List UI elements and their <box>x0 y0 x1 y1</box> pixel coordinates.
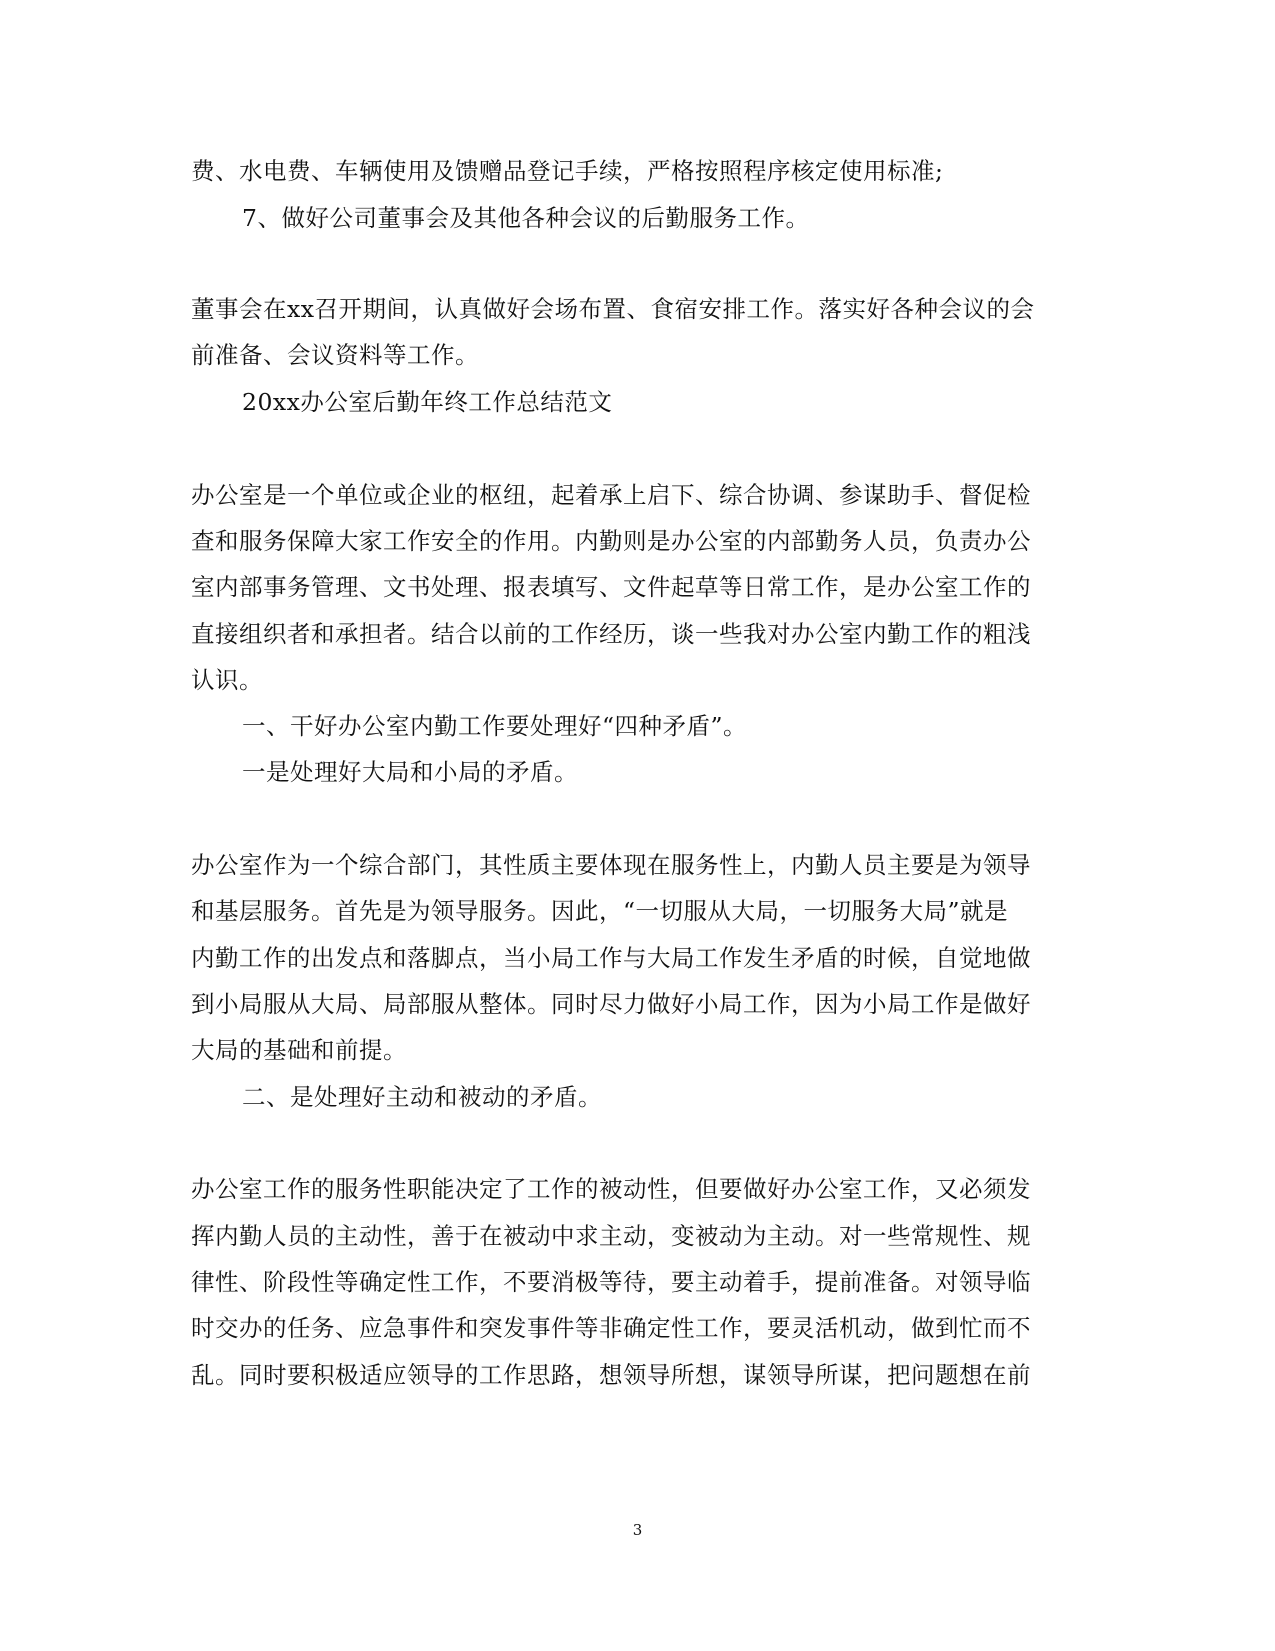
text-line: 查和服务保障大家工作安全的作用。内勤则是办公室的内部勤务人员，负责办公 <box>191 527 1031 555</box>
text-line: 乱。同时要积极适应领导的工作思路，想领导所想，谋领导所谋，把问题想在前 <box>191 1361 1031 1389</box>
section-title: 20xx办公室后勤年终工作总结范文 <box>242 388 613 416</box>
text-line: 董事会在xx召开期间，认真做好会场布置、食宿安排工作。落实好各种会议的会 <box>191 295 1035 323</box>
text-line: 费、水电费、车辆使用及馈赠品登记手续，严格按照程序核定使用标准; <box>191 157 944 185</box>
text-line: 办公室是一个单位或企业的枢纽，起着承上启下、综合协调、参谋助手、督促检 <box>191 481 1031 509</box>
heading-line: 二、是处理好主动和被动的矛盾。 <box>242 1083 602 1111</box>
text-line: 内勤工作的出发点和落脚点，当小局工作与大局工作发生矛盾的时候，自觉地做 <box>191 944 1031 972</box>
text-line: 到小局服从大局、局部服从整体。同时尽力做好小局工作，因为小局工作是做好 <box>191 990 1031 1018</box>
text-line: 直接组织者和承担者。结合以前的工作经历，谈一些我对办公室内勤工作的粗浅 <box>191 620 1031 648</box>
page-number: 3 <box>632 1521 643 1539</box>
text-line: 时交办的任务、应急事件和突发事件等非确定性工作，要灵活机动，做到忙而不 <box>191 1314 1031 1342</box>
text-line: 室内部事务管理、文书处理、报表填写、文件起草等日常工作，是办公室工作的 <box>191 573 1031 601</box>
text-line: 7、做好公司董事会及其他各种会议的后勤服务工作。 <box>242 204 810 232</box>
text-line: 前准备、会议资料等工作。 <box>191 341 479 369</box>
text-line: 办公室作为一个综合部门，其性质主要体现在服务性上，内勤人员主要是为领导 <box>191 851 1031 879</box>
text-line: 律性、阶段性等确定性工作，不要消极等待，要主动着手，提前准备。对领导临 <box>191 1268 1031 1296</box>
text-line: 办公室工作的服务性职能决定了工作的被动性，但要做好办公室工作，又必须发 <box>191 1175 1031 1203</box>
text-line: 挥内勤人员的主动性，善于在被动中求主动，变被动为主动。对一些常规性、规 <box>191 1222 1031 1250</box>
text-line: 和基层服务。首先是为领导服务。因此，“一切服从大局，一切服务大局”就是 <box>191 897 1009 925</box>
heading-line: 一、干好办公室内勤工作要处理好“四种矛盾”。 <box>242 712 748 740</box>
text-line: 认识。 <box>191 666 263 694</box>
text-line: 大局的基础和前提。 <box>191 1036 407 1064</box>
heading-line: 一是处理好大局和小局的矛盾。 <box>242 758 578 786</box>
